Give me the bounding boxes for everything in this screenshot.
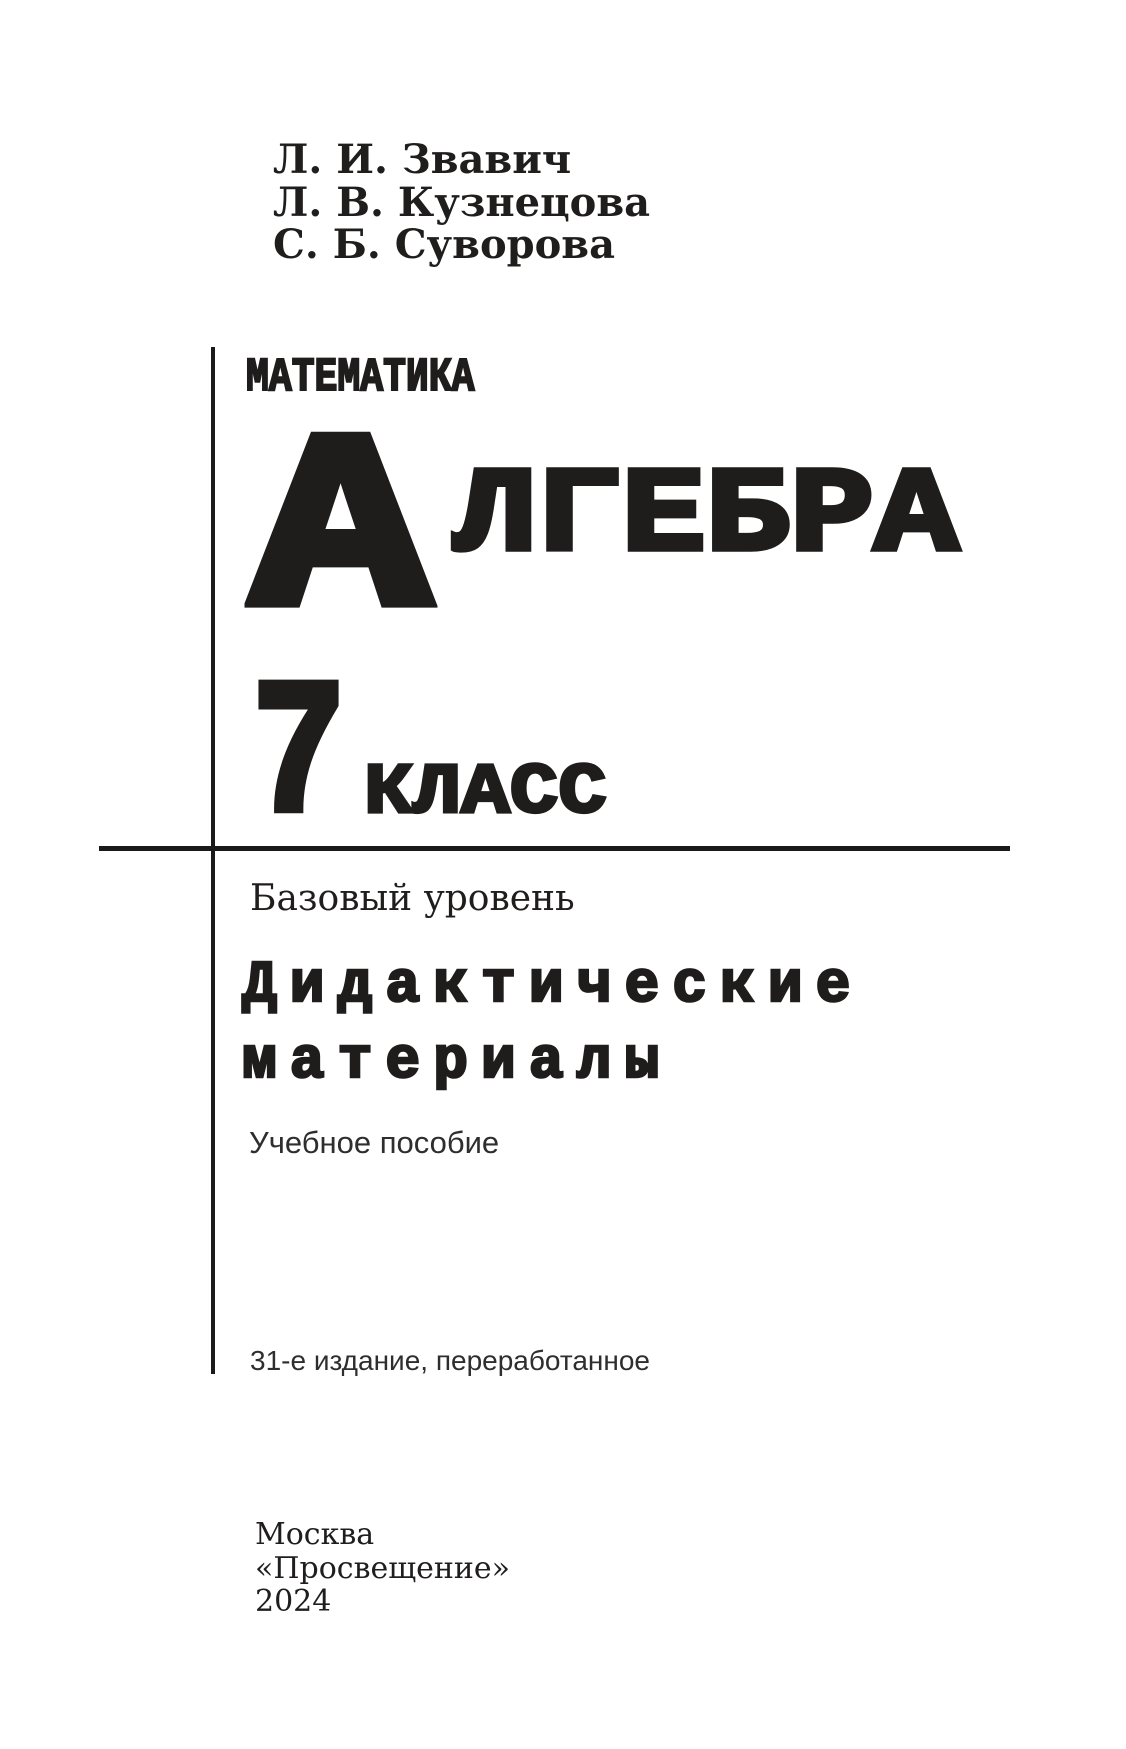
edition-note: 31-е издание, переработанное — [250, 1345, 650, 1376]
book-type-label: Учебное пособие — [249, 1125, 500, 1160]
imprint-year: 2024 — [255, 1584, 332, 1619]
main-title-initial-letter: А — [252, 395, 430, 678]
author-name: С. Б. Суворова — [273, 221, 615, 268]
subtitle-block — [242, 949, 863, 1101]
subtitle-line: Дидактические — [242, 954, 864, 1019]
author-name: Л. И. Звавич — [273, 136, 572, 183]
imprint-publisher: «Просвещение» — [255, 1550, 510, 1586]
vertical-rule — [211, 347, 215, 1374]
authors-block — [273, 136, 651, 268]
grade-word: КЛАСС — [364, 754, 607, 834]
horizontal-rule — [99, 846, 1010, 851]
imprint-block — [255, 1518, 510, 1619]
author-name: Л. В. Кузнецова — [273, 178, 651, 226]
imprint-city: Москва — [255, 1517, 375, 1552]
subtitle-line: материалы — [242, 1030, 673, 1095]
level-label: Базовый уровень — [250, 878, 575, 919]
series-title: МАТЕМАТИКА — [246, 352, 475, 405]
main-title-rest: ЛГЕБРА — [453, 450, 959, 586]
grade-number: 7 — [252, 652, 346, 867]
